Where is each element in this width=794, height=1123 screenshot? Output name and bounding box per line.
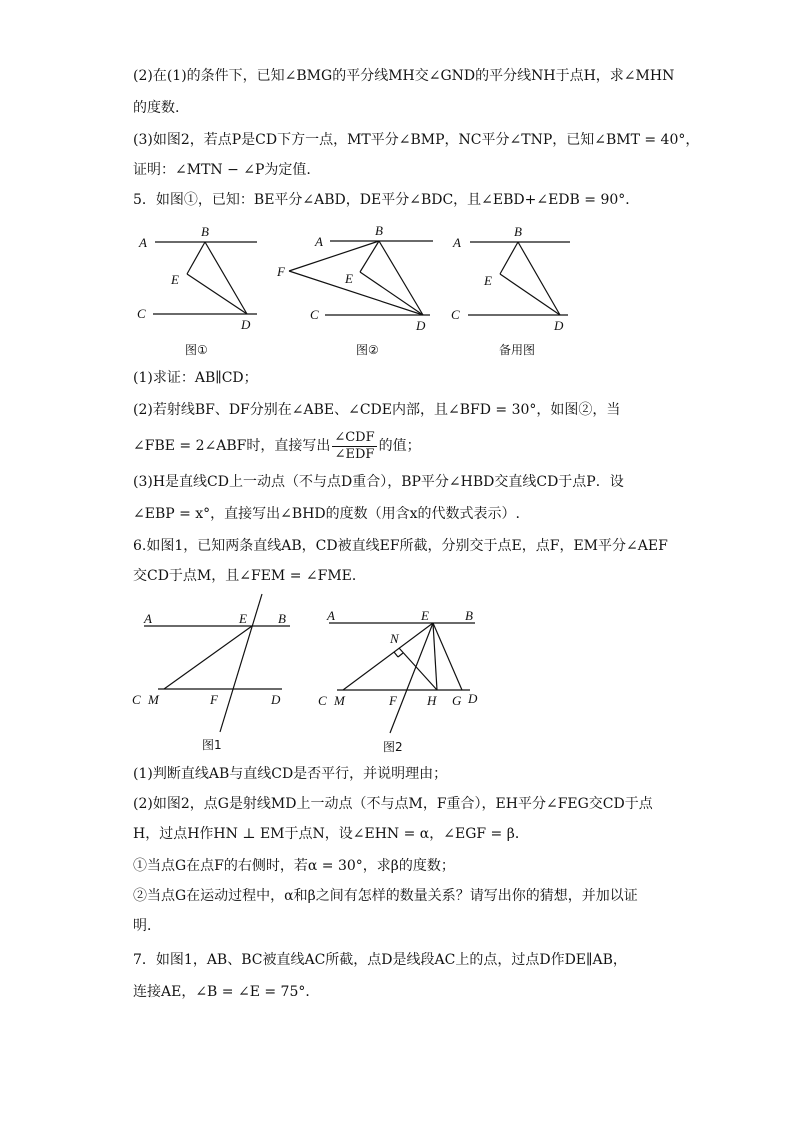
q6-case2-line1: ②当点G在运动过程中，α和β之间有怎样的数量关系？请写出你的猜想，并加以证 (133, 888, 638, 904)
q6-case2-line2: 明． (133, 918, 161, 934)
label-b: B (278, 611, 286, 626)
q5-figure-1 (135, 222, 270, 337)
label-d: D (271, 692, 281, 707)
segment-be (500, 242, 518, 274)
fig3-caption: 备用图 (499, 343, 536, 357)
q6-case1: ①当点G在点F的右侧时，若α = 30°，求β的度数； (133, 858, 455, 874)
segment-ed (500, 274, 560, 315)
label-a: A (315, 234, 323, 249)
segment-ed (187, 274, 247, 314)
right-angle-mark-1 (394, 652, 398, 657)
q5-part2-line1: (2)若射线BF、DF分别在∠ABE、∠CDE内部，且∠BFD = 30°，如图②，当 (133, 402, 621, 418)
label-c: C (310, 307, 319, 322)
segment-bf (289, 241, 379, 271)
fig6b-caption: 图2 (383, 740, 403, 754)
segment-bd (518, 242, 560, 315)
label-a: A (139, 235, 147, 250)
label-a: A (144, 611, 152, 626)
label-e: E (484, 273, 492, 288)
segment-bd (205, 242, 247, 314)
label-d: D (468, 691, 478, 706)
segment-be (187, 242, 205, 274)
label-d: D (416, 318, 426, 333)
fraction (332, 430, 376, 463)
label-m: M (148, 692, 159, 707)
fig2-caption: 图② (356, 343, 379, 357)
fig1-caption: 图① (185, 343, 208, 357)
q5-figure-backup (450, 222, 585, 337)
label-g: G (452, 693, 462, 708)
right-angle-mark-2 (398, 653, 403, 657)
q7-line2: 连接AE，∠B = ∠E = 75°． (133, 984, 320, 1000)
q5-part1: (1)求证：AB∥CD； (133, 370, 258, 386)
segment-be (360, 241, 379, 272)
q4-part3-line2: 证明：∠MTN − ∠P为定值. (133, 162, 311, 178)
label-e: E (345, 271, 353, 286)
label-c: C (318, 693, 327, 708)
q6-title-line2: 交CD于点M，且∠FEM = ∠FME． (133, 568, 366, 584)
fraction-denominator: ∠EDF (334, 446, 375, 462)
q5-part2-prefix: ∠FBE = 2∠ABF时，直接写出 (133, 438, 331, 454)
segment-eg (433, 623, 462, 690)
label-e: E (171, 272, 179, 287)
label-b: B (465, 608, 473, 623)
fraction-numerator: ∠CDF (334, 429, 375, 445)
segment-bd (379, 241, 423, 315)
q4-part2-line2: 的度数. (133, 100, 180, 116)
label-e: E (421, 608, 429, 623)
label-c: C (132, 692, 141, 707)
q5-part3-line2: ∠EBP = x°，直接写出∠BHD的度数（用含x的代数式表示）. (133, 506, 520, 522)
q7-line1: 7．如图1，AB、BC被直线AC所截，点D是线段AC上的点，过点D作DE∥AB， (133, 952, 627, 968)
label-f: F (277, 264, 285, 279)
fig6a-caption: 图1 (202, 738, 222, 752)
segment-em (164, 626, 252, 689)
label-c: C (137, 306, 146, 321)
q6-figure-2 (315, 598, 490, 743)
label-f: F (210, 692, 218, 707)
label-f: F (389, 693, 397, 708)
q5-part3-line1: (3)H是直线CD上一动点（不与点D重合），BP平分∠HBD交直线CD于点P．设 (133, 474, 624, 490)
q5-part2-line2 (133, 428, 421, 464)
label-d: D (554, 318, 564, 333)
label-d: D (241, 317, 251, 332)
label-m: M (334, 693, 345, 708)
label-a: A (453, 235, 461, 250)
q6-part2-line2: H，过点H作HN ⊥ EM于点N，设∠EHN = α，∠EGF = β． (133, 826, 529, 842)
label-a: A (327, 608, 335, 623)
q6-figure-1 (130, 592, 295, 737)
label-e: E (239, 611, 247, 626)
segment-hn (399, 648, 437, 690)
segment-ed (360, 272, 423, 315)
q5-part2-suffix: 的值； (378, 438, 421, 454)
label-n: N (390, 631, 399, 646)
label-b: B (514, 224, 522, 239)
label-h: H (427, 693, 437, 708)
label-b: B (375, 223, 383, 238)
q4-part3-line1: (3)如图2，若点P是CD下方一点，MT平分∠BMP，NC平分∠TNP，已知∠BMT = 40°， (133, 132, 700, 148)
label-c: C (451, 307, 460, 322)
q4-part2-line1: (2)在(1)的条件下，已知∠BMG的平分线MH交∠GND的平分线NH于点H，求∠MHN (133, 68, 675, 84)
label-b: B (201, 224, 209, 239)
q6-part1: (1)判断直线AB与直线CD是否平行，并说明理由； (133, 766, 448, 782)
q5-title: 5．如图①，已知：BE平分∠ABD，DE平分∠BDC，且∠EBD+∠EDB = 90°． (133, 192, 640, 208)
q6-part2-line1: (2)如图2，点G是射线MD上一动点（不与点M，F重合），EH平分∠FEG交CD于点 (133, 796, 653, 812)
q6-title-line1: 6.如图1，已知两条直线AB，CD被直线EF所截，分别交于点E，点F，EM平分∠AEF (133, 538, 668, 554)
segment-eh (433, 623, 437, 690)
q5-figure-2 (275, 222, 440, 337)
